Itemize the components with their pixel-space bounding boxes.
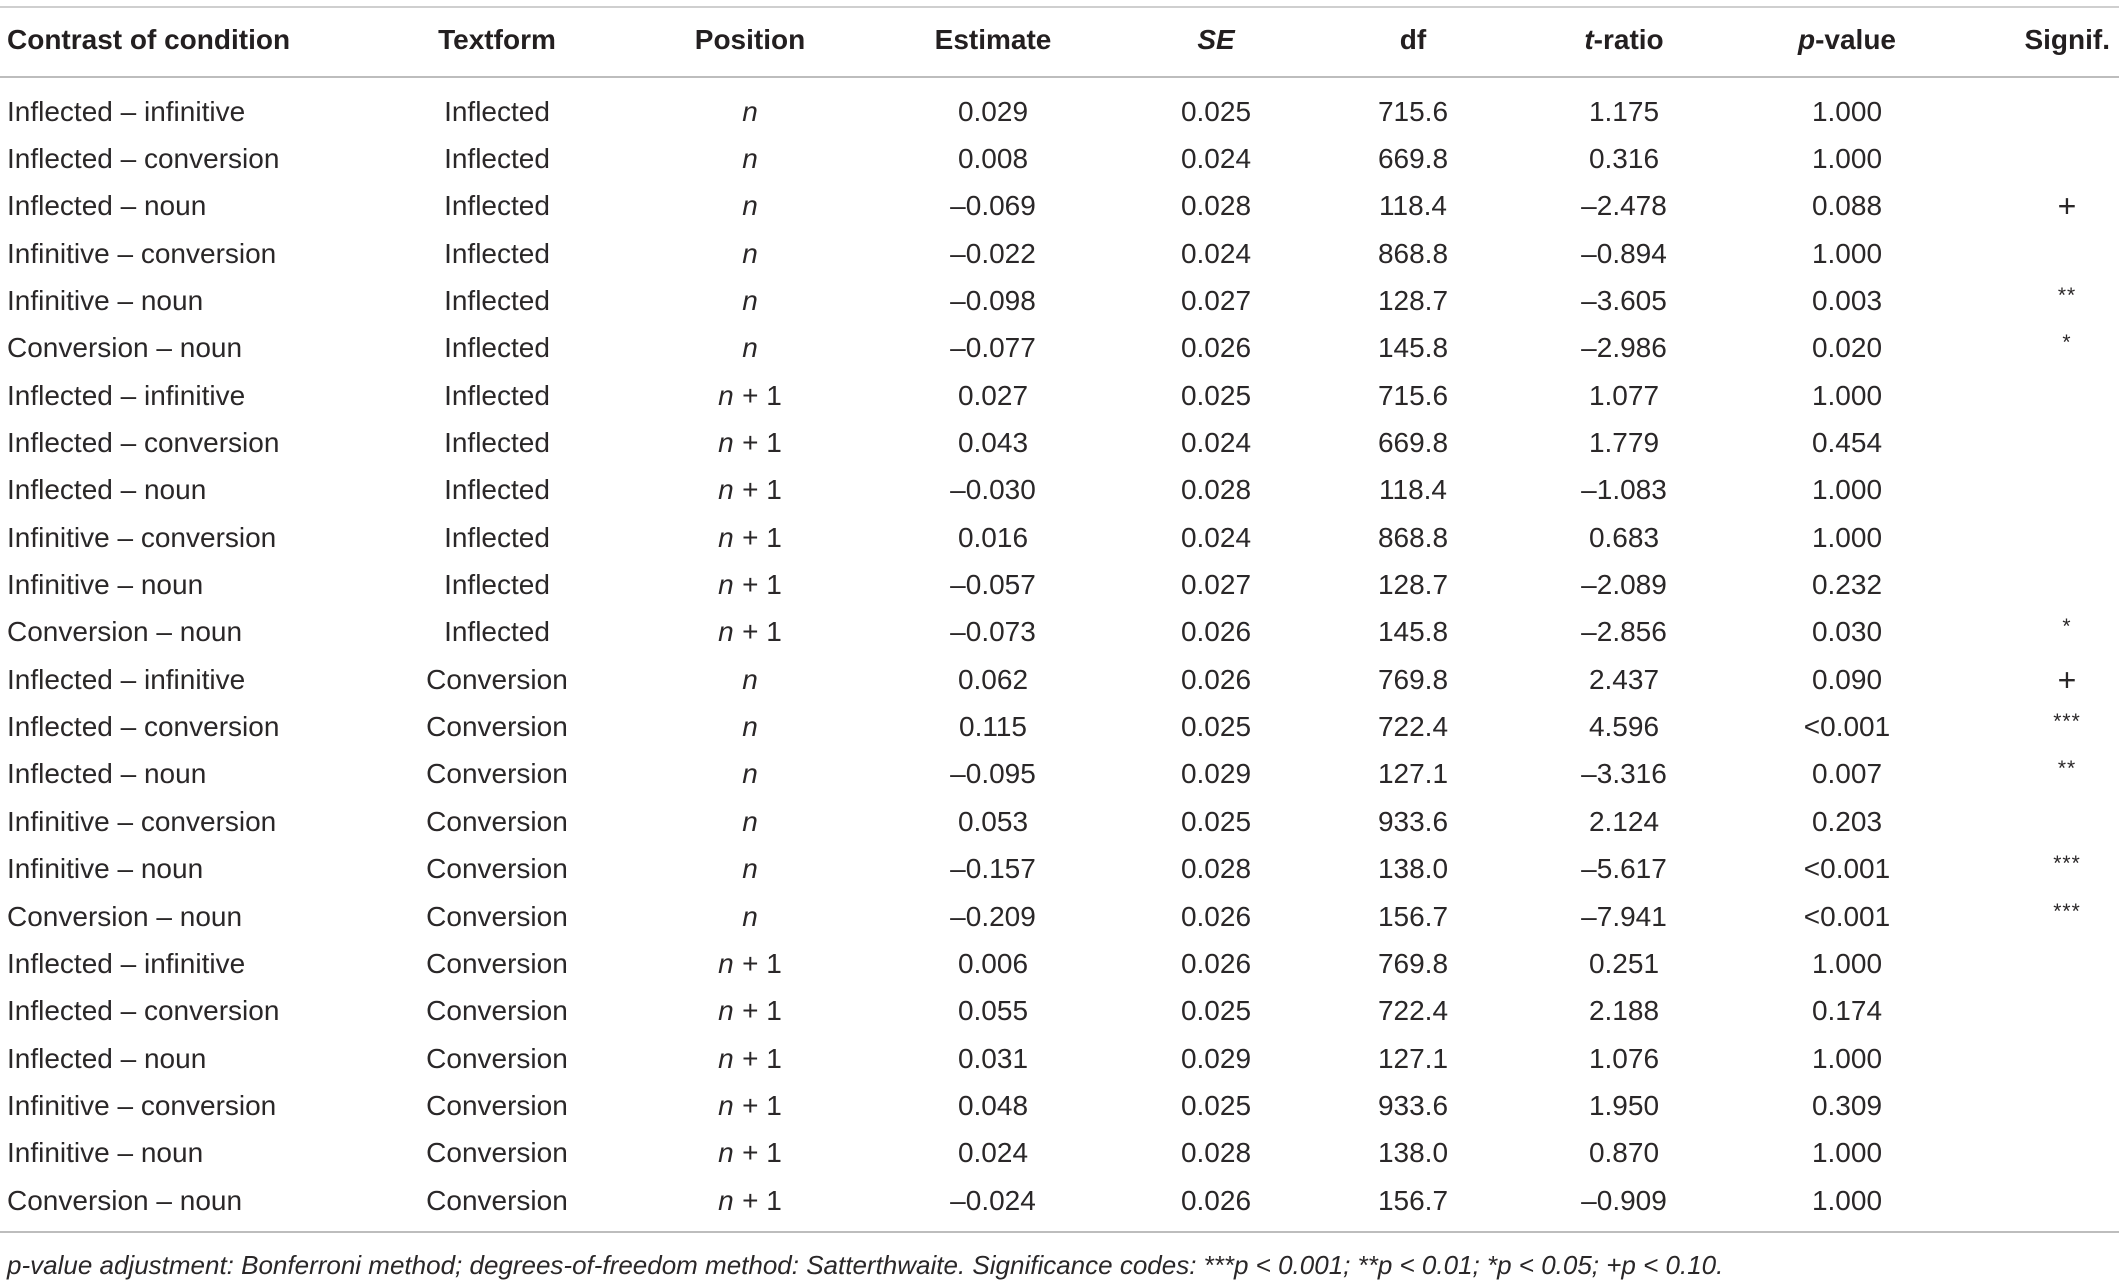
table-row (0, 846, 2119, 893)
position-cell (614, 429, 886, 457)
p-value-cell: 0.309 (1811, 1089, 1883, 1121)
position-offset: + 1 (742, 427, 782, 459)
position-variable: n (742, 805, 758, 837)
table-row (0, 230, 2119, 277)
table-row (0, 135, 2119, 182)
se-cell: 0.029 (1180, 1042, 1252, 1074)
position-offset: + 1 (742, 521, 782, 553)
contrast-cell: Infinitive – conversion (7, 237, 277, 269)
df-cell: 769.8 (1377, 663, 1449, 695)
df-cell: 138.0 (1377, 1137, 1449, 1169)
textform-cell: Conversion (426, 758, 568, 790)
position-variable: n (742, 853, 758, 885)
p-value-cell: 1.000 (1811, 947, 1883, 979)
estimate-cell: 0.016 (957, 521, 1029, 553)
significance-code: + (2057, 661, 2077, 698)
p-value-cell: 0.088 (1811, 190, 1883, 222)
position-cell (614, 855, 886, 883)
position-cell (614, 900, 886, 932)
t-ratio-cell: –2.986 (1581, 332, 1667, 364)
se-cell: 0.027 (1180, 285, 1252, 317)
p-value-cell: 0.020 (1811, 332, 1883, 364)
p-value-cell: 1.000 (1811, 379, 1883, 411)
table-row (0, 514, 2119, 561)
estimate-cell: –0.098 (950, 285, 1036, 317)
t-ratio-cell: 1.175 (1588, 95, 1660, 127)
position-cell (614, 1042, 886, 1074)
position-offset: + 1 (742, 995, 782, 1027)
df-cell: 669.8 (1377, 143, 1449, 175)
column-header-estimate: Estimate (934, 24, 1052, 55)
textform-cell: Inflected (444, 474, 550, 506)
column-header-p-value (1754, 26, 1940, 54)
position-cell (614, 760, 886, 788)
position-cell (614, 1139, 886, 1167)
contrast-cell: Conversion – noun (7, 332, 243, 364)
position-offset: + 1 (742, 379, 782, 411)
p-value-suffix: -value (1815, 24, 1897, 55)
column-header-se: SE (1197, 24, 1235, 55)
df-cell: 769.8 (1377, 947, 1449, 979)
contrast-cell: Infinitive – conversion (7, 1089, 277, 1121)
position-cell (614, 1089, 886, 1121)
significance-code: + (2057, 188, 2077, 225)
position-variable: n (718, 1184, 734, 1216)
textform-cell: Inflected (444, 237, 550, 269)
estimate-cell: –0.095 (950, 758, 1036, 790)
position-variable: n (742, 332, 758, 364)
textform-cell: Inflected (444, 285, 550, 317)
position-variable: n (742, 711, 758, 743)
textform-cell: Inflected (444, 569, 550, 601)
textform-cell: Inflected (444, 95, 550, 127)
signif-cell (1940, 661, 2119, 698)
position-cell (614, 521, 886, 553)
se-cell: 0.025 (1180, 711, 1252, 743)
t-ratio-cell: 2.437 (1588, 663, 1660, 695)
position-offset: + 1 (742, 947, 782, 979)
position-variable: n (742, 758, 758, 790)
se-cell: 0.026 (1180, 663, 1252, 695)
estimate-cell: 0.029 (957, 95, 1029, 127)
position-offset: + 1 (742, 616, 782, 648)
t-ratio-italic-prefix: t (1584, 24, 1594, 55)
position-cell (614, 95, 886, 127)
df-cell: 722.4 (1377, 711, 1449, 743)
textform-cell: Conversion (426, 995, 568, 1027)
table-row (0, 88, 2119, 135)
position-variable: n (718, 1089, 734, 1121)
textform-cell: Conversion (426, 900, 568, 932)
table-row (0, 183, 2119, 230)
contrast-cell: Conversion – noun (7, 900, 243, 932)
table-row (0, 277, 2119, 324)
position-cell (614, 192, 886, 220)
p-value-cell: 1.000 (1811, 1137, 1883, 1169)
p-value-cell: 0.030 (1811, 616, 1883, 648)
textform-cell: Inflected (444, 427, 550, 459)
contrast-cell: Infinitive – noun (7, 853, 204, 885)
table-row (0, 893, 2119, 940)
column-header-textform: Textform (438, 24, 556, 55)
header-rule (0, 76, 2119, 78)
position-variable: n (742, 143, 758, 175)
table-row (0, 561, 2119, 608)
contrast-cell: Inflected – conversion (7, 427, 280, 459)
p-value-cell: <0.001 (1803, 900, 1891, 932)
t-ratio-cell: –3.316 (1581, 758, 1667, 790)
estimate-cell: –0.030 (950, 474, 1036, 506)
p-value-cell: 1.000 (1811, 474, 1883, 506)
position-variable: n (718, 995, 734, 1027)
significance-code: ** (2057, 757, 2077, 781)
position-variable: n (742, 237, 758, 269)
position-cell (614, 947, 886, 979)
position-variable: n (718, 616, 734, 648)
table-row (0, 940, 2119, 987)
bottom-rule (0, 1231, 2119, 1233)
signif-cell (1940, 757, 2119, 788)
t-ratio-cell: –0.894 (1581, 237, 1667, 269)
se-cell: 0.025 (1180, 995, 1252, 1027)
signif-cell (1940, 710, 2119, 741)
signif-cell (1940, 852, 2119, 883)
table-row (0, 419, 2119, 466)
estimate-cell: 0.031 (957, 1042, 1029, 1074)
signif-cell (1940, 331, 2119, 362)
position-variable: n (742, 285, 758, 317)
se-cell: 0.026 (1180, 1184, 1252, 1216)
table-footnote: p-value adjustment: Bonferroni method; degrees-of-freedom method: Satterthwaite. Significance codes: ***p < 0.001; **p < 0.01; *p < 0.05; +p < 0.10. (7, 1250, 1724, 1280)
position-cell (614, 663, 886, 695)
t-ratio-cell: 0.316 (1588, 143, 1660, 175)
estimate-cell: –0.209 (950, 900, 1036, 932)
estimate-cell: 0.055 (957, 995, 1029, 1027)
se-cell: 0.027 (1180, 569, 1252, 601)
column-header-signif: Signif. (2024, 24, 2110, 55)
position-offset: + 1 (742, 569, 782, 601)
t-ratio-cell: 4.596 (1588, 711, 1660, 743)
position-cell (614, 571, 886, 599)
t-ratio-cell: 2.124 (1588, 805, 1660, 837)
df-cell: 933.6 (1377, 805, 1449, 837)
df-cell: 715.6 (1377, 95, 1449, 127)
t-ratio-cell: –7.941 (1581, 900, 1667, 932)
table-row (0, 798, 2119, 845)
textform-cell: Conversion (426, 1042, 568, 1074)
t-ratio-cell: –5.617 (1581, 853, 1667, 885)
position-variable: n (742, 900, 758, 932)
column-header-t-ratio (1494, 26, 1754, 54)
table-header (0, 8, 2119, 72)
se-cell: 0.024 (1180, 521, 1252, 553)
se-cell: 0.026 (1180, 332, 1252, 364)
textform-cell: Inflected (444, 143, 550, 175)
contrast-cell: Inflected – infinitive (7, 379, 246, 411)
se-cell: 0.024 (1180, 427, 1252, 459)
table-row (0, 1082, 2119, 1129)
p-value-cell: 1.000 (1811, 237, 1883, 269)
se-cell: 0.026 (1180, 616, 1252, 648)
position-cell (614, 805, 886, 837)
p-value-cell: 1.000 (1811, 1042, 1883, 1074)
table-row (0, 656, 2119, 703)
position-offset: + 1 (742, 1089, 782, 1121)
textform-cell: Conversion (426, 853, 568, 885)
column-header-contrast: Contrast of condition (7, 24, 291, 55)
table-row (0, 609, 2119, 656)
contrast-cell: Infinitive – noun (7, 285, 204, 317)
df-cell: 128.7 (1377, 285, 1449, 317)
signif-cell (1940, 899, 2119, 931)
position-cell (614, 334, 886, 362)
position-offset: + 1 (742, 1042, 782, 1074)
table-row (0, 1177, 2119, 1224)
se-cell: 0.025 (1180, 805, 1252, 837)
textform-cell: Conversion (426, 1137, 568, 1169)
position-variable: n (718, 427, 734, 459)
estimate-cell: 0.008 (957, 143, 1029, 175)
t-ratio-cell: 1.077 (1588, 379, 1660, 411)
estimate-cell: 0.053 (957, 805, 1029, 837)
estimate-cell: 0.062 (957, 663, 1029, 695)
t-ratio-cell: 2.188 (1588, 995, 1660, 1027)
t-ratio-cell: 1.950 (1588, 1089, 1660, 1121)
p-value-cell: 1.000 (1811, 1184, 1883, 1216)
df-cell: 127.1 (1377, 1042, 1449, 1074)
textform-cell: Conversion (426, 947, 568, 979)
t-ratio-cell: 1.076 (1588, 1042, 1660, 1074)
position-variable: n (742, 663, 758, 695)
significance-code: *** (2053, 710, 2081, 734)
position-cell (614, 1184, 886, 1216)
significance-code: ** (2057, 284, 2077, 308)
t-ratio-cell: 0.870 (1588, 1137, 1660, 1169)
table-row (0, 703, 2119, 750)
df-cell: 156.7 (1377, 900, 1449, 932)
p-value-cell: 1.000 (1811, 143, 1883, 175)
contrast-cell: Infinitive – conversion (7, 521, 277, 553)
estimate-cell: 0.027 (957, 379, 1029, 411)
t-ratio-cell: –2.089 (1581, 569, 1667, 601)
contrast-cell: Inflected – infinitive (7, 95, 246, 127)
p-value-italic-prefix: p (1797, 24, 1816, 55)
p-value-cell: 0.454 (1811, 427, 1883, 459)
estimate-cell: 0.115 (959, 711, 1027, 743)
estimate-cell: –0.069 (950, 190, 1036, 222)
se-cell: 0.028 (1180, 1137, 1252, 1169)
position-cell (614, 476, 886, 504)
estimate-cell: –0.057 (950, 569, 1036, 601)
table-row (0, 751, 2119, 798)
contrast-cell: Inflected – noun (7, 190, 207, 222)
significance-code: * (2062, 331, 2072, 355)
textform-cell: Inflected (444, 190, 550, 222)
df-cell: 127.1 (1377, 758, 1449, 790)
t-ratio-cell: 0.251 (1588, 947, 1660, 979)
se-cell: 0.029 (1180, 758, 1252, 790)
position-cell (614, 997, 886, 1025)
position-variable: n (742, 95, 758, 127)
se-cell: 0.026 (1180, 947, 1252, 979)
position-variable: n (718, 474, 734, 506)
textform-cell: Conversion (426, 805, 568, 837)
position-cell (614, 287, 886, 315)
estimate-cell: –0.022 (950, 237, 1036, 269)
p-value-cell: 1.000 (1811, 521, 1883, 553)
se-cell: 0.025 (1180, 95, 1252, 127)
se-cell: 0.028 (1180, 190, 1252, 222)
t-ratio-cell: –2.478 (1581, 190, 1667, 222)
column-header-df: df (1399, 24, 1427, 55)
position-offset: + 1 (742, 474, 782, 506)
position-variable: n (718, 947, 734, 979)
textform-cell: Conversion (426, 1184, 568, 1216)
table-row (0, 988, 2119, 1035)
table-row (0, 1130, 2119, 1177)
contrast-cell: Inflected – conversion (7, 995, 280, 1027)
signif-cell (1940, 615, 2119, 646)
textform-cell: Inflected (444, 332, 550, 364)
position-cell (614, 713, 886, 741)
p-value-cell: <0.001 (1803, 853, 1891, 885)
df-cell: 933.6 (1377, 1089, 1449, 1121)
textform-cell: Inflected (444, 521, 550, 553)
t-ratio-cell: –0.909 (1581, 1184, 1667, 1216)
position-cell (614, 237, 886, 269)
position-variable: n (718, 1137, 734, 1169)
position-offset: + 1 (742, 1137, 782, 1169)
t-ratio-cell: –1.083 (1581, 474, 1667, 506)
position-cell (614, 618, 886, 646)
contrast-cell: Infinitive – noun (7, 1137, 204, 1169)
position-cell (614, 145, 886, 173)
contrast-cell: Inflected – infinitive (7, 947, 246, 979)
se-cell: 0.026 (1180, 900, 1252, 932)
se-cell: 0.024 (1180, 143, 1252, 175)
position-cell (614, 379, 886, 411)
table-body (0, 88, 2119, 1224)
df-cell: 138.0 (1377, 853, 1449, 885)
contrast-cell: Inflected – noun (7, 758, 207, 790)
position-variable: n (718, 379, 734, 411)
contrast-cell: Conversion – noun (7, 616, 243, 648)
position-variable: n (718, 1042, 734, 1074)
se-cell: 0.025 (1180, 379, 1252, 411)
contrast-cell: Inflected – conversion (7, 143, 280, 175)
df-cell: 722.4 (1377, 995, 1449, 1027)
p-value-cell: 0.007 (1811, 758, 1883, 790)
textform-cell: Inflected (444, 379, 550, 411)
contrast-cell: Inflected – noun (7, 474, 207, 506)
signif-cell (1940, 188, 2119, 225)
table-row (0, 467, 2119, 514)
signif-cell (1940, 284, 2119, 315)
table-row (0, 1035, 2119, 1082)
significance-code: *** (2053, 899, 2081, 923)
p-value-cell: <0.001 (1803, 711, 1891, 743)
df-cell: 868.8 (1377, 237, 1449, 269)
p-value-cell: 0.090 (1811, 663, 1883, 695)
t-ratio-cell: –3.605 (1581, 285, 1667, 317)
position-variable: n (718, 569, 734, 601)
textform-cell: Conversion (426, 711, 568, 743)
t-ratio-suffix: -ratio (1593, 24, 1664, 55)
position-variable: n (742, 190, 758, 222)
se-cell: 0.028 (1180, 853, 1252, 885)
contrast-cell: Infinitive – noun (7, 569, 204, 601)
t-ratio-cell: –2.856 (1581, 616, 1667, 648)
se-cell: 0.025 (1180, 1089, 1252, 1121)
textform-cell: Conversion (426, 1089, 568, 1121)
estimate-cell: 0.006 (957, 947, 1029, 979)
df-cell: 128.7 (1377, 569, 1449, 601)
df-cell: 156.7 (1377, 1184, 1449, 1216)
df-cell: 715.6 (1377, 379, 1449, 411)
df-cell: 669.8 (1377, 427, 1449, 459)
estimate-cell: –0.073 (950, 616, 1036, 648)
df-cell: 145.8 (1377, 616, 1449, 648)
df-cell: 868.8 (1377, 521, 1449, 553)
contrast-cell: Infinitive – conversion (7, 805, 277, 837)
se-cell: 0.028 (1180, 474, 1252, 506)
position-variable: n (718, 521, 734, 553)
p-value-cell: 0.003 (1811, 285, 1883, 317)
estimate-cell: –0.157 (950, 853, 1036, 885)
significance-code: *** (2053, 852, 2081, 876)
significance-code: * (2062, 615, 2072, 639)
df-cell: 118.4 (1379, 474, 1447, 506)
column-header-position: Position (694, 24, 806, 55)
se-cell: 0.024 (1180, 237, 1252, 269)
t-ratio-cell: 0.683 (1588, 521, 1660, 553)
estimate-cell: 0.048 (957, 1089, 1029, 1121)
estimate-cell: –0.024 (950, 1184, 1036, 1216)
estimate-cell: –0.077 (950, 332, 1036, 364)
df-cell: 118.4 (1379, 190, 1447, 222)
p-value-cell: 0.232 (1811, 569, 1883, 601)
textform-cell: Inflected (444, 616, 550, 648)
p-value-cell: 1.000 (1811, 95, 1883, 127)
table-row (0, 372, 2119, 419)
t-ratio-cell: 1.779 (1588, 427, 1660, 459)
contrast-cell: Inflected – infinitive (7, 663, 246, 695)
position-offset: + 1 (742, 1184, 782, 1216)
df-cell: 145.8 (1377, 332, 1449, 364)
contrast-cell: Conversion – noun (7, 1184, 243, 1216)
estimate-cell: 0.024 (957, 1137, 1029, 1169)
table-row (0, 325, 2119, 372)
estimate-cell: 0.043 (957, 427, 1029, 459)
textform-cell: Conversion (426, 663, 568, 695)
contrast-cell: Inflected – conversion (7, 711, 280, 743)
p-value-cell: 0.174 (1811, 995, 1883, 1027)
p-value-cell: 0.203 (1811, 805, 1883, 837)
contrast-cell: Inflected – noun (7, 1042, 207, 1074)
